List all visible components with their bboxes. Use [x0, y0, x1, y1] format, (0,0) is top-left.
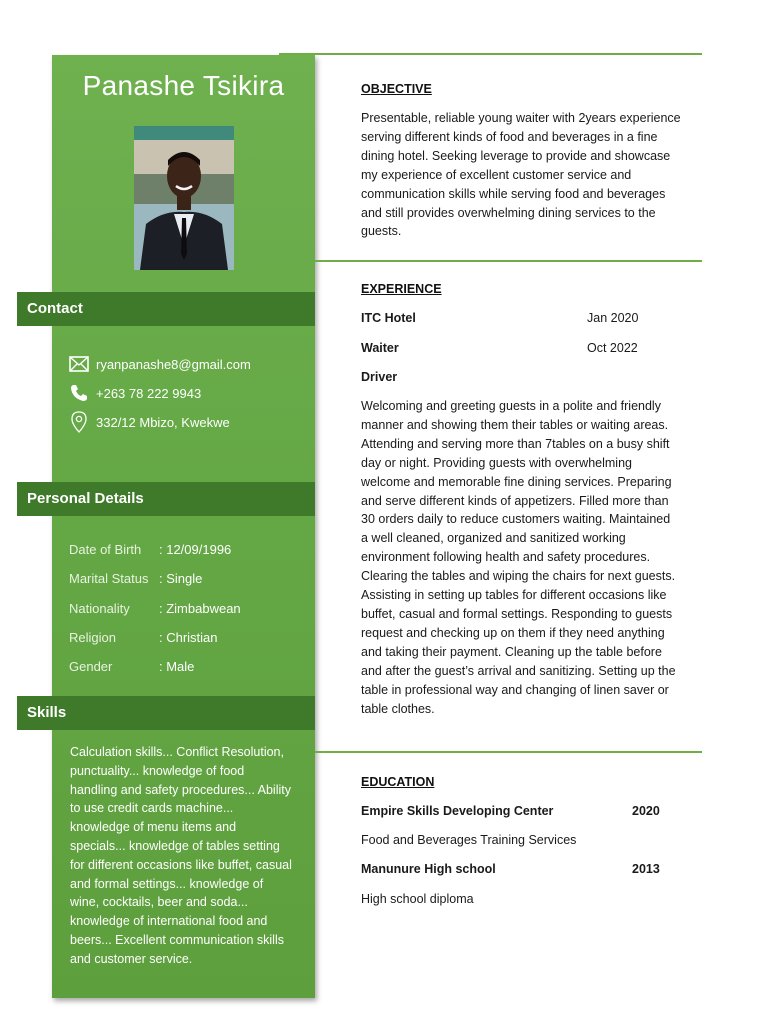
profile-photo [134, 126, 234, 270]
contact-email: ryanpanashe8@gmail.com [68, 354, 251, 374]
education-school-2: Manunure High school [361, 862, 496, 876]
contact-address: 332/12 Mbizo, Kwekwe [68, 412, 230, 432]
detail-row-marital-status: Marital Status : Single [69, 571, 203, 586]
experience-role-driver: Driver [361, 370, 398, 384]
education-detail-1: Food and Beverages Training Services [361, 833, 577, 847]
personal-details-section-header: Personal Details [17, 482, 315, 516]
detail-row-gender: Gender : Male [69, 659, 195, 674]
experience-end-date: Oct 2022 [587, 341, 638, 355]
top-divider [279, 53, 702, 55]
skills-text: Calculation skills... Conflict Resolution, punctuality... knowledge of food handling and safety procedures... Ability to use credit cards machine... knowledge of menu items and specials... knowledge of tables setting for different occasions like buffet, casual and formal settings... knowledge of wine, cocktails, beer and soda... knowledge of international food and beers... Excellent communication skills and customer service. [70, 745, 292, 966]
experience-company: ITC Hotel [361, 311, 416, 325]
experience-divider [315, 751, 702, 753]
experience-role-waiter: Waiter [361, 341, 399, 355]
detail-row-nationality: Nationality : Zimbabwean [69, 601, 241, 616]
education-year-2: 2013 [632, 862, 660, 876]
skills-section-header: Skills [17, 696, 315, 730]
education-detail-2: High school diploma [361, 892, 474, 906]
envelope-icon [68, 354, 90, 374]
detail-row-date-of-birth: Date of Birth : 12/09/1996 [69, 542, 232, 557]
contact-phone: +263 78 222 9943 [68, 383, 201, 403]
experience-text: Welcoming and greeting guests in a polite and friendly manner and showing them their tables or waiting areas. Attending and serving more than 7tables on a busy shift day or night. Providing guests with overwhelming welcome and memorable fine dining services. Preparing and serve different kinds of appetizers. Filled more than 30 orders daily to reduce customers waiting. Maintained a well cleaned, organized and sanitized working environment following health and safety procedures. Clearing the tables and wiping the chairs for next guests. Assisting in setting up tables for different occasions like buffet, casual and formal settings. Responding to guests request and checking up on them if they need anything and taking their payment. Cleaning up the table before and after the guest’s arrival and sanitizing. Setting up the table in professional way and changing of linen saver or table clothes. [361, 399, 676, 716]
education-heading: EDUCATION [361, 775, 435, 789]
objective-divider [315, 260, 702, 262]
detail-row-religion: Religion : Christian [69, 630, 218, 645]
experience-start-date: Jan 2020 [587, 311, 639, 325]
phone-icon [68, 383, 90, 403]
experience-heading: EXPERIENCE [361, 282, 442, 296]
education-year-1: 2020 [632, 804, 660, 818]
location-pin-icon [68, 412, 90, 432]
objective-heading: OBJECTIVE [361, 82, 432, 96]
contact-section-header: Contact [17, 292, 315, 326]
objective-text: Presentable, reliable young waiter with 2years experience serving different kinds of food and beverages in a fine dining hotel. Seeking leverage to provide and showcase my experience of excellent customer service and communication skills while serving food and beverages and still provides overwhelming dining services to the guests. [361, 111, 681, 239]
education-school-1: Empire Skills Developing Center [361, 804, 554, 818]
person-name: Panashe Tsikira [82, 70, 285, 101]
